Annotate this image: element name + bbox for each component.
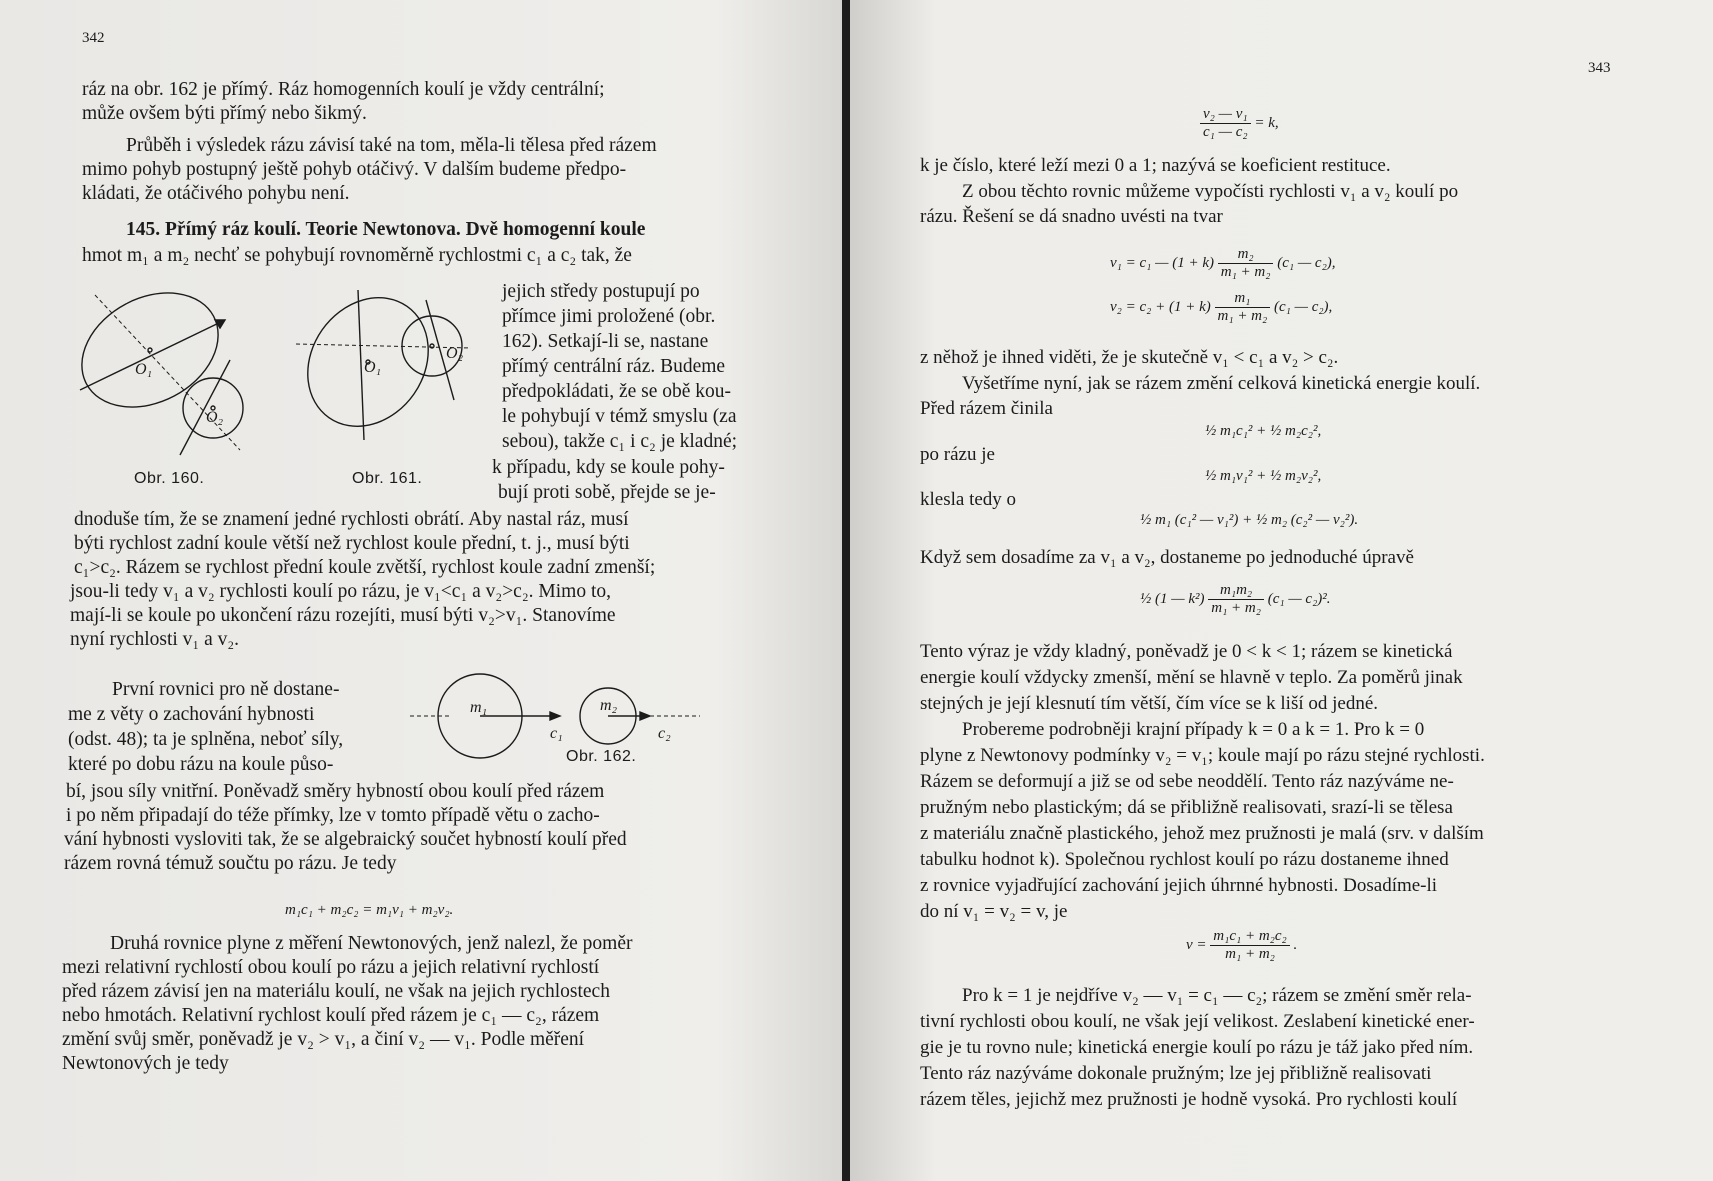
text-line: k je číslo, které leží mezi 0 a 1; nazývá se koeficient restituce.	[920, 155, 1391, 176]
figure-caption: Obr. 161.	[352, 470, 423, 487]
figure-160	[80, 290, 260, 460]
text-line: Vyšetříme nyní, jak se rázem změní celková kinetická energie koulí.	[962, 373, 1481, 394]
equation-common-velocity: v = $\frac{\text{m₁c₁ + m₂c₂}}{\text{m₁ + m₂}}$ .	[1186, 928, 1298, 962]
figure-161	[296, 290, 476, 460]
equation-v2: v₂ = c₂ + (1 + k) $\frac{\text{m₁}}{\text{m₁ + m₂}}$ (c₁ — c₂),	[1110, 290, 1333, 324]
text-line: 162). Setkají-li se, nastane	[502, 331, 709, 352]
text-line: gie je tu rovno nule; kinetická energie koulí po rázu je táž jako před ním.	[920, 1037, 1474, 1058]
text-line: První rovnici pro ně dostane-	[112, 679, 340, 700]
text-line: rázu. Řešení se dá snadno uvésti na tvar	[920, 206, 1223, 227]
text-line: tabulku hodnot k). Společnou rychlost koulí po rázu dostaneme ihned	[920, 849, 1449, 870]
text-line: jejich středy postupují po	[502, 281, 700, 302]
equation-momentum: m₁c₁ + m₂c₂ = m₁v₁ + m₂v₂.	[285, 902, 454, 918]
text-line: po rázu je	[920, 444, 995, 465]
figure-162	[410, 672, 700, 762]
text-line: Z obou těchto rovnic můžeme vypočísti rychlosti v₁ a v₂ koulí po	[962, 181, 1459, 202]
text-line: tivní rychlosti obou koulí, ne však její velikost. Zeslabení kinetické ener-	[920, 1011, 1475, 1032]
text-line: jsou-li tedy v₁ a v₂ rychlosti koulí po rázu, je v₁<c₁ a v₂>c₂. Mimo to,	[70, 581, 611, 602]
fig-label: m₁	[470, 699, 488, 716]
text-line: sebou), takže c₁ i c₂ je kladné;	[502, 431, 738, 452]
text-line: nyní rychlosti v₁ a v₂.	[70, 629, 240, 650]
text-line: mají-li se koule po ukončení rázu rozejíti, musí býti v₂>v₁. Stanovíme	[70, 605, 616, 626]
equation-v1: v₁ = c₁ — (1 + k) $\frac{\text{m₂}}{\text{m₁ + m₂}}$ (c₁ — c₂),	[1110, 246, 1336, 280]
text-line: plyne z Newtonovy podmínky v₂ = v₁; koule mají po rázu stejné rychlosti.	[920, 745, 1485, 766]
text-line: i po něm připadají do téže přímky, lze v tomto případě větu o zacho-	[66, 805, 600, 826]
text-line: bí, jsou síly vnitřní. Poněvadž směry hybností obou koulí před rázem	[66, 781, 605, 802]
figure-caption: Obr. 160.	[134, 470, 205, 487]
text-line: kládati, že otáčivého pohybu není.	[82, 183, 350, 204]
page-number: 342	[82, 30, 105, 46]
fig-label: c₁	[550, 725, 563, 742]
equation-energy-after: ½ m₁v₁² + ½ m₂v₂²,	[1205, 468, 1322, 484]
text-line: Druhá rovnice plyne z měření Newtonových, jenž nalezl, že poměr	[110, 933, 633, 954]
text-line: mezi relativní rychlostí obou koulí po rázu a jejich relativní rychlostí	[62, 957, 600, 978]
text-line: Rázem se deformují a již se od sebe neoddělí. Tento ráz nazýváme ne-	[920, 771, 1454, 792]
text-line: Probereme podrobněji krajní případy k = 0 a k = 1. Pro k = 0	[962, 719, 1425, 740]
text-line: Tento ráz nazýváme dokonale pružným; lze jej přibližně realisovati	[920, 1063, 1432, 1084]
fig-label: c₂	[658, 725, 671, 742]
fig-label: O₂	[206, 409, 224, 426]
text-line: Když sem dosadíme za v₁ a v₂, dostaneme po jednoduché úpravě	[920, 547, 1414, 568]
text-line: nebo hmotách. Relativní rychlost koulí před rázem je c₁ — c₂, rázem	[62, 1005, 600, 1026]
text-line: rázem rovná témuž součtu po rázu. Je tedy	[64, 853, 397, 874]
equation-energy-before: ½ m₁c₁² + ½ m₂c₂²,	[1205, 423, 1322, 439]
text-line: předpokládati, že se obě kou-	[502, 381, 732, 402]
page-number: 343	[1588, 60, 1611, 76]
text-line: které po dobu rázu na koule půso-	[68, 754, 334, 775]
equation-energy-loss: ½ (1 — k²) $\frac{\text{m₁m₂}}{\text{m₁ + m₂}}$ (c₁ — c₂)².	[1140, 582, 1331, 616]
text-line: mimo pohyb postupný ještě pohyb otáčivý. V dalším budeme předpo-	[82, 159, 627, 180]
text-line: stejných je její klesnutí tím větší, čím více se k liší od jedné.	[920, 693, 1379, 714]
text-line: ráz na obr. 162 je přímý. Ráz homogenních koulí je vždy centrální;	[82, 79, 605, 100]
fig-label: O₁	[364, 359, 382, 376]
text-line: do ní v₁ = v₂ = v, je	[920, 901, 1068, 922]
text-line: Tento výraz je vždy kladný, poněvadž je 0 < k < 1; rázem se kinetická	[920, 641, 1453, 662]
text-line: býti rychlost zadní koule větší než rychlost koule přední, t. j., musí býti	[74, 533, 630, 554]
text-line: přímý centrální ráz. Budeme	[502, 356, 726, 377]
text-line: z rovnice vyjadřující zachování jejich úhrnné hybnosti. Dosadíme-li	[920, 875, 1438, 896]
text-line: změní svůj směr, poněvadž je v₂ > v₁, a činí v₂ — v₁. Podle měření	[62, 1029, 585, 1050]
text-line: z materiálu značně plastického, jehož mez pružnosti je malá (srv. v dalším	[920, 823, 1484, 844]
text-line: Pro k = 1 je nejdříve v₂ — v₁ = c₁ — c₂; rázem se změní směr rela-	[962, 985, 1472, 1006]
book-gutter	[842, 0, 850, 1181]
equation-restitution: $\frac{\text{v₂ — v₁}}{\text{c₁ — c₂}}$ = k,	[1200, 106, 1279, 141]
text-line: bují proti sobě, přejde se je-	[498, 482, 716, 503]
text-line: le pohybují v témž smyslu (za	[502, 406, 737, 427]
text-line: Před rázem činila	[920, 398, 1053, 419]
text-line: c₁>c₂. Rázem se rychlost přední koule zvětší, rychlost koule zadní zmenší;	[74, 557, 656, 578]
text-line: energie koulí vždycky zmenší, mění se hlavně v teplo. Za poměrů jinak	[920, 667, 1463, 688]
text-line: klesla tedy o	[920, 489, 1017, 510]
left-page	[0, 0, 842, 1181]
equation-energy-drop: ½ m₁ (c₁² — v₁²) + ½ m₂ (c₂² — v₂²).	[1140, 512, 1359, 528]
text-line: me z věty o zachování hybnosti	[68, 704, 315, 725]
fig-label: m₂	[600, 697, 618, 714]
text-line: může ovšem býti přímý nebo šikmý.	[82, 103, 367, 124]
text-line: Newtonových je tedy	[62, 1053, 229, 1074]
text-line: pružným nebo plastickým; dá se přibližně realisovati, srazí-li se tělesa	[920, 797, 1453, 818]
text-line: přímce jimi proložené (obr.	[502, 306, 716, 327]
text-line: před rázem závisí jen na materiálu koulí, ne však na jejich rychlostech	[62, 981, 610, 1002]
fig-label: O₁	[135, 361, 153, 378]
right-page	[850, 0, 1713, 1181]
text-line: hmot m₁ a m₂ nechť se pohybují rovnoměrně rychlostmi c₁ a c₂ tak, že	[82, 245, 632, 266]
text-line: Průběh i výsledek rázu závisí také na tom, měla-li tělesa před rázem	[126, 135, 657, 156]
text-line: (odst. 48); ta je splněna, neboť síly,	[68, 729, 344, 750]
text-line: dnoduše tím, že se znamení jedné rychlosti obrátí. Aby nastal ráz, musí	[74, 509, 629, 530]
text-line: rázem těles, jejichž mez pružnosti je hodně vysoká. Pro rychlosti koulí	[920, 1089, 1458, 1110]
text-line: z něhož je ihned viděti, že je skutečně v₁ < c₁ a v₂ > c₂.	[920, 347, 1339, 368]
text-line: k případu, kdy se koule pohy-	[492, 457, 725, 478]
text-line: vání hybnosti vysloviti tak, že se algebraický součet hybností koulí před	[64, 829, 627, 850]
section-heading: 145. Přímý ráz koulí. Teorie Newtonova. Dvě homogenní koule	[126, 219, 646, 240]
figure-caption: Obr. 162.	[566, 748, 637, 765]
fig-label: O₂	[446, 345, 464, 362]
